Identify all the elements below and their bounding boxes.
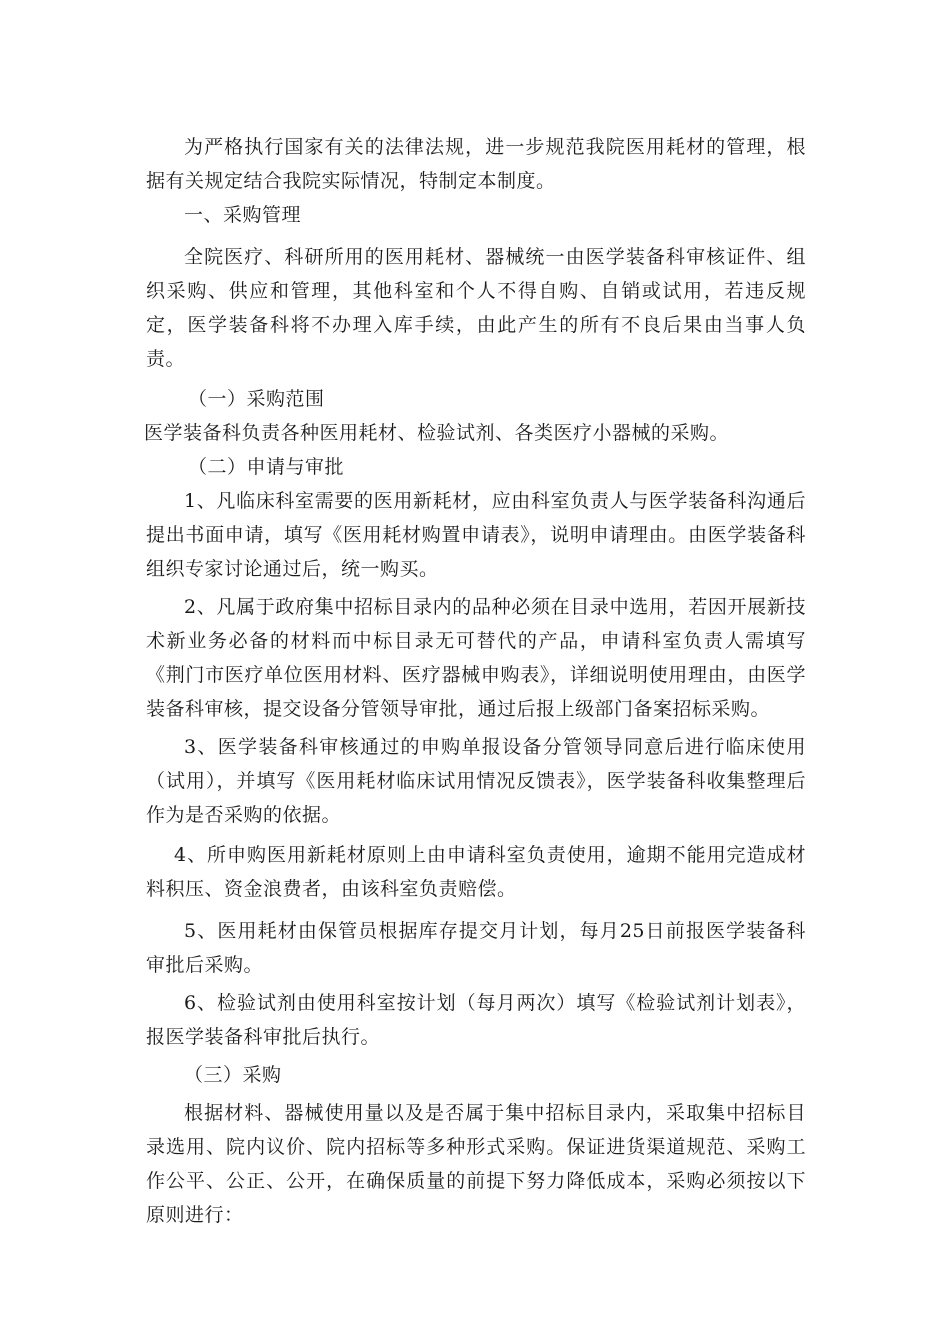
- approval-item-3: 3、医学装备科审核通过的申购单报设备分管领导同意后进行临床使用（试用），并填写《医用耗材临床试用情况反馈表》，医学装备科收集整理后作为是否采购的依据。: [146, 736, 806, 826]
- document-body: [146, 130, 806, 1232]
- purchase-paragraph: 根据材料、器械使用量以及是否属于集中招标目录内，采取集中招标目录选用、院内议价、院内招标等多种形式采购。保证进货渠道规范、采购工作公平、公正、公开，在确保质量的前提下努力降低成本，采购必须按以下原则进行：: [146, 1102, 806, 1226]
- section-heading-procurement: 一、采购管理: [184, 204, 302, 226]
- subsection-heading-purchase: （三）采购: [184, 1064, 282, 1086]
- approval-item-4: 4、所申购医用新耗材原则上由申请科室负责使用，逾期不能用完造成材料积压、资金浪费者，由该科室负责赔偿。: [146, 844, 806, 900]
- subsection-heading-approval: （二）申请与审批: [188, 456, 345, 478]
- approval-item-6: 6、检验试剂由使用科室按计划（每月两次）填写《检验试剂计划表》，报医学装备科审批后执行。: [146, 992, 806, 1048]
- scope-paragraph: 医学装备科负责各种医用耗材、检验试剂、各类医疗小器械的采购。: [144, 422, 730, 444]
- intro-paragraph: 为严格执行国家有关的法律法规，进一步规范我院医用耗材的管理，根据有关规定结合我院实际情况，特制定本制度。: [146, 136, 806, 192]
- approval-item-2: 2、凡属于政府集中招标目录内的品种必须在目录中选用，若因开展新技术新业务必备的材料而中标目录无可替代的产品，申请科室负责人需填写《荆门市医疗单位医用材料、医疗器械申购表》，详细说明使用理由，由医学装备科审核，提交设备分管领导审批，通过后报上级部门备案招标采购。: [146, 596, 806, 720]
- subsection-heading-scope: （一）采购范围: [188, 388, 325, 410]
- procurement-paragraph: 全院医疗、科研所用的医用耗材、器械统一由医学装备科审核证件、组织采购、供应和管理，其他科室和个人不得自购、自销或试用，若违反规定，医学装备科将不办理入库手续，由此产生的所有不良后果由当事人负责。: [146, 246, 806, 370]
- approval-item-5: 5、医用耗材由保管员根据库存提交月计划，每月25日前报医学装备科审批后采购。: [146, 920, 806, 976]
- approval-item-1: 1、凡临床科室需要的医用新耗材，应由科室负责人与医学装备科沟通后提出书面申请，填写《医用耗材购置申请表》，说明申请理由。由医学装备科组织专家讨论通过后，统一购买。: [146, 490, 806, 580]
